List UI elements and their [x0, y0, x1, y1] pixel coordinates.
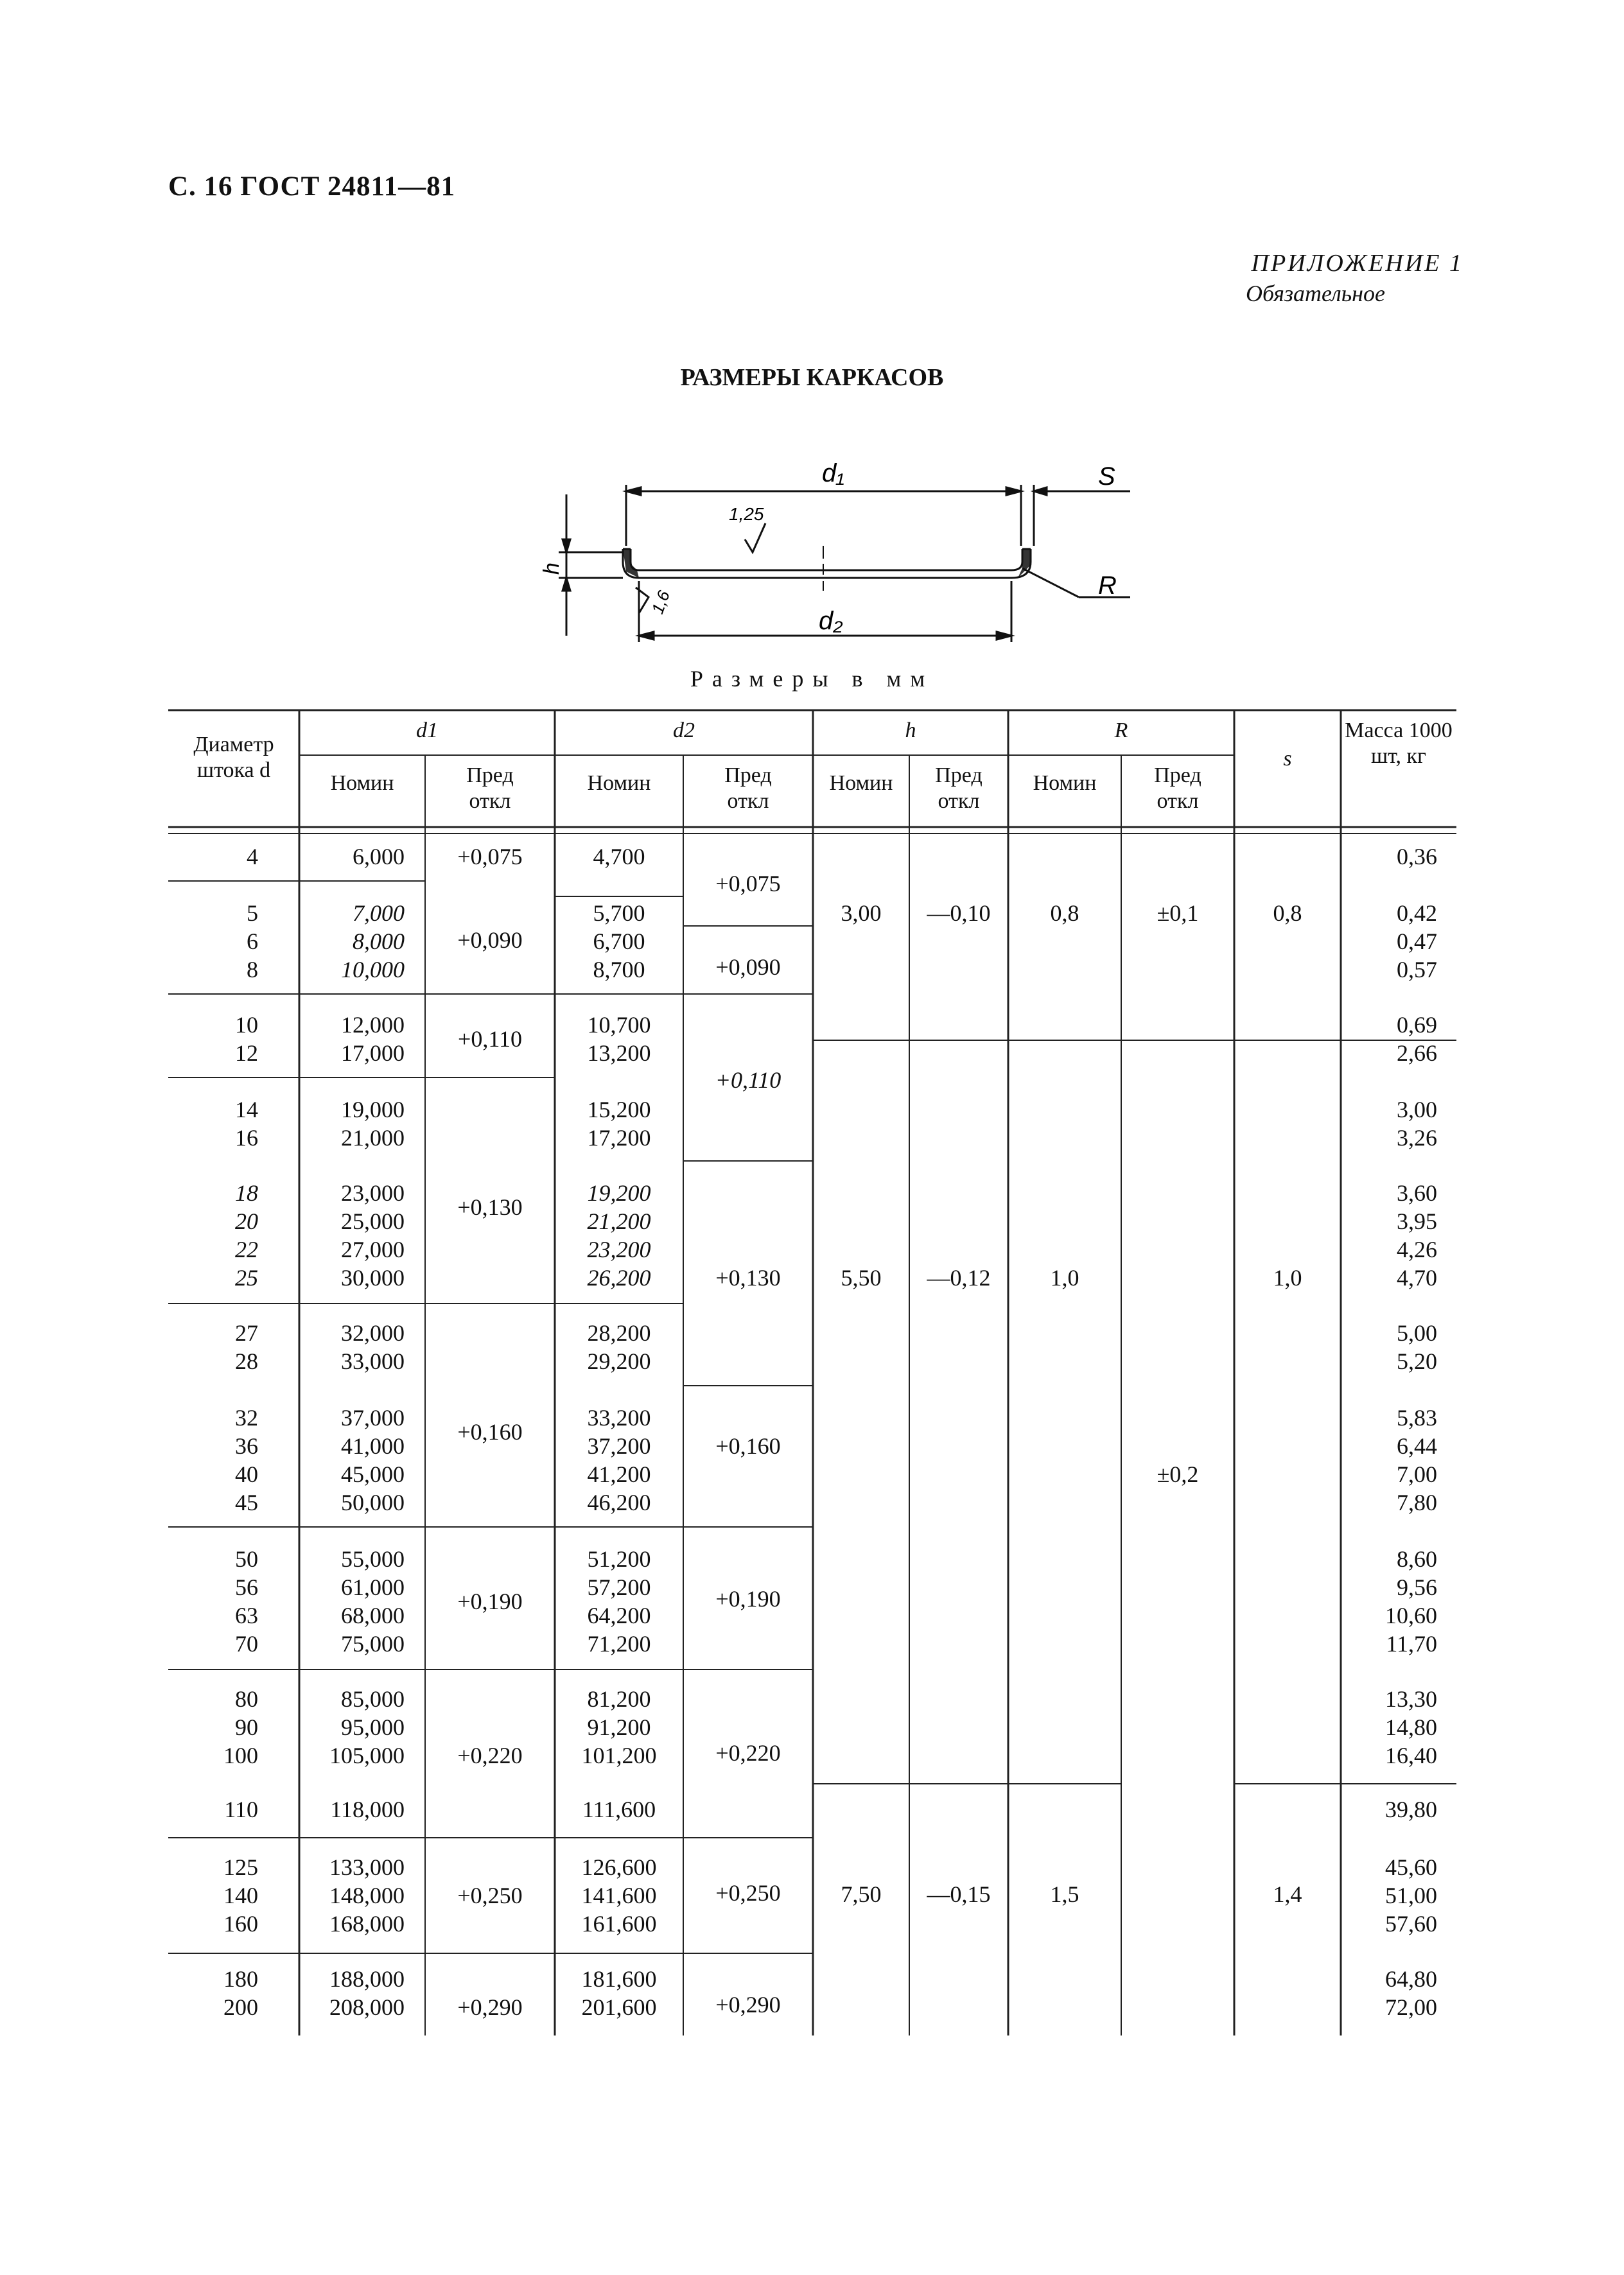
- units-caption: Размеры в мм: [690, 666, 934, 692]
- d-group-10: 110: [224, 1797, 258, 1822]
- d2-tol-7: +0,220: [715, 1740, 781, 1766]
- r-tol-1: ±0,1: [1157, 900, 1199, 926]
- d1-nom-9: 85,000 95,000 105,000: [329, 1686, 405, 1768]
- mass-9: 8,60 9,56 10,60 11,70: [1385, 1546, 1437, 1657]
- page-header: С. 16 ГОСТ 24811—81: [168, 171, 456, 202]
- mass-10: 13,30 14,80 16,40: [1385, 1686, 1437, 1768]
- drawing-label-h: h: [539, 562, 564, 575]
- mass-7: 5,00 5,20: [1397, 1320, 1437, 1374]
- d2-nom-11: 111,600: [582, 1797, 656, 1822]
- d2-tol-3: +0,110: [715, 1067, 781, 1093]
- d1-nom-4: 19,000 21,000: [341, 1097, 405, 1151]
- d-group-11: 125 140 160: [223, 1854, 258, 1937]
- d-group-4: 14 16: [235, 1097, 258, 1151]
- d-group-8: 50 56 63 70: [235, 1546, 258, 1657]
- d2-nom-1: 4,700: [593, 844, 645, 869]
- d1-nom-5: 23,000 25,000 27,000 30,000: [341, 1180, 405, 1291]
- page-title: РАЗМЕРЫ КАРКАСОВ: [680, 364, 944, 391]
- drawing-label-d2: d₂: [819, 607, 843, 635]
- r-nom-2: 1,0: [1050, 1265, 1079, 1291]
- s-val-2: 1,0: [1273, 1265, 1302, 1291]
- header-r: R: [1114, 719, 1128, 742]
- mass-3: 0,69: [1397, 1012, 1437, 1038]
- d1-nom-2: 7,000 8,000 10,000: [341, 900, 405, 982]
- d1-tol-9: +0,290: [457, 1994, 523, 2020]
- appendix-note: Обязательное: [1246, 281, 1385, 306]
- header-diam-text: Диаметр штока d: [193, 733, 274, 782]
- h-nom-1: 3,00: [841, 900, 882, 926]
- header-d2: d2: [673, 719, 695, 742]
- header-d2-tol: [683, 763, 813, 814]
- d2-tol-6: +0,190: [715, 1586, 781, 1612]
- d2-tol-1: +0,075: [715, 871, 781, 896]
- d-group-6: 27 28: [235, 1320, 258, 1374]
- header-mass: Масса 1000 шт, кг: [1345, 719, 1453, 768]
- drawing-label-d1: d₁: [822, 459, 844, 487]
- h-nom-2: 5,50: [841, 1265, 882, 1291]
- d1-nom-8: 55,000 61,000 68,000 75,000: [341, 1546, 405, 1657]
- h-nom-3: 7,50: [841, 1881, 882, 1907]
- d2-nom-7: 28,200 29,200: [587, 1320, 651, 1374]
- header-d2-tol-text: Пред откл: [724, 763, 772, 813]
- d2-nom-6: 19,200 21,200 23,200 26,200: [587, 1180, 651, 1291]
- header-h: h: [905, 719, 916, 742]
- d2-tol-2: +0,090: [715, 954, 781, 980]
- d1-tol-4: +0,130: [457, 1194, 523, 1220]
- roughness-label-1: 1,25: [729, 504, 764, 524]
- mass-2: 0,42 0,47 0,57: [1397, 900, 1437, 982]
- d2-nom-8: 33,200 37,200 41,200 46,200: [587, 1405, 651, 1515]
- d1-nom-11: 133,000 148,000 168,000: [329, 1854, 405, 1937]
- mass-5: 3,00 3,26: [1397, 1097, 1437, 1151]
- mass-6: 3,60 3,95 4,26 4,70: [1397, 1180, 1437, 1291]
- header-s: s: [1283, 747, 1292, 771]
- h-tol-1: —0,10: [927, 900, 991, 926]
- header-d1-nom: Номин: [330, 771, 394, 795]
- h-tol-3: —0,15: [927, 1881, 991, 1907]
- header-d1-tol-text: Пред откл: [466, 763, 514, 813]
- mass-11: 39,80: [1385, 1797, 1437, 1822]
- d-group-5: 18 20 22 25: [235, 1180, 258, 1291]
- d1-tol-1: +0,075: [457, 844, 523, 869]
- mass-4: 2,66: [1397, 1040, 1437, 1066]
- d-group-2: 5 6 8: [247, 900, 258, 982]
- s-val-1: 0,8: [1273, 900, 1302, 926]
- d1-tol-2: +0,090: [457, 927, 523, 953]
- d2-nom-5: 15,200 17,200: [587, 1097, 651, 1151]
- d1-tol-7: +0,220: [457, 1743, 523, 1768]
- roughness-label-2: 1,6: [647, 588, 674, 616]
- h-tol-2: —0,12: [927, 1265, 991, 1291]
- d2-nom-13: 181,600 201,600: [581, 1966, 657, 2020]
- header-diam: [168, 732, 299, 783]
- d2-nom-4: 10,700 13,200: [587, 1012, 651, 1066]
- d-group-3: 10 12: [235, 1012, 258, 1066]
- header-d1-tol: [425, 763, 555, 814]
- mass-8: 5,83 6,44 7,00 7,80: [1397, 1405, 1437, 1515]
- d1-nom-10: 118,000: [330, 1797, 405, 1822]
- d1-tol-5: +0,160: [457, 1419, 523, 1445]
- d-group-12: 180 200: [223, 1966, 258, 2020]
- d1-tol-3: +0,110: [458, 1026, 522, 1052]
- d1-nom-12: 188,000 208,000: [329, 1966, 405, 2020]
- d2-tol-5: +0,160: [715, 1433, 781, 1459]
- appendix-label: ПРИЛОЖЕНИЕ 1: [1251, 250, 1463, 277]
- header-d2-nom: Номин: [587, 771, 651, 795]
- mass-13: 64,80 72,00: [1385, 1966, 1437, 2020]
- d1-tol-8: +0,250: [457, 1883, 523, 1908]
- d1-nom-7: 37,000 41,000 45,000 50,000: [341, 1405, 405, 1515]
- header-h-nom: Номин: [829, 771, 893, 795]
- d2-nom-12: 126,600 141,600 161,600: [581, 1854, 657, 1937]
- r-tol-2: ±0,2: [1157, 1461, 1199, 1487]
- d-group-1: 4: [247, 844, 258, 869]
- r-nom-1: 0,8: [1050, 900, 1079, 926]
- header-r-tol: [1121, 763, 1234, 814]
- d2-nom-9: 51,200 57,200 64,200 71,200: [587, 1546, 651, 1657]
- d1-nom-3: 12,000 17,000: [341, 1012, 405, 1066]
- d2-tol-4: +0,130: [715, 1265, 781, 1291]
- header-r-nom: Номин: [1033, 771, 1097, 795]
- d1-nom-6: 32,000 33,000: [341, 1320, 405, 1374]
- s-val-3: 1,4: [1273, 1881, 1302, 1907]
- d1-tol-6: +0,190: [457, 1589, 523, 1614]
- drawing-label-r: R: [1098, 571, 1117, 600]
- header-r-tol-text: Пред откл: [1154, 763, 1201, 813]
- d2-tol-8: +0,250: [715, 1880, 781, 1906]
- mass-1: 0,36: [1397, 844, 1437, 869]
- r-nom-3: 1,5: [1050, 1881, 1079, 1907]
- header-h-tol: [909, 763, 1008, 814]
- header-h-tol-text: Пред откл: [935, 763, 982, 813]
- d2-nom-3: 6,700 8,700: [593, 928, 645, 982]
- d1-nom-1: 6,000: [353, 844, 405, 869]
- d2-tol-9: +0,290: [715, 1992, 781, 2018]
- mass-12: 45,60 51,00 57,60: [1385, 1854, 1437, 1937]
- d2-nom-10: 81,200 91,200 101,200: [581, 1686, 657, 1768]
- header-d1: d1: [416, 719, 438, 742]
- drawing-label-s: S: [1098, 462, 1115, 491]
- d2-nom-2: 5,700: [593, 900, 645, 926]
- d-group-7: 32 36 40 45: [235, 1405, 258, 1515]
- d-group-9: 80 90 100: [223, 1686, 258, 1768]
